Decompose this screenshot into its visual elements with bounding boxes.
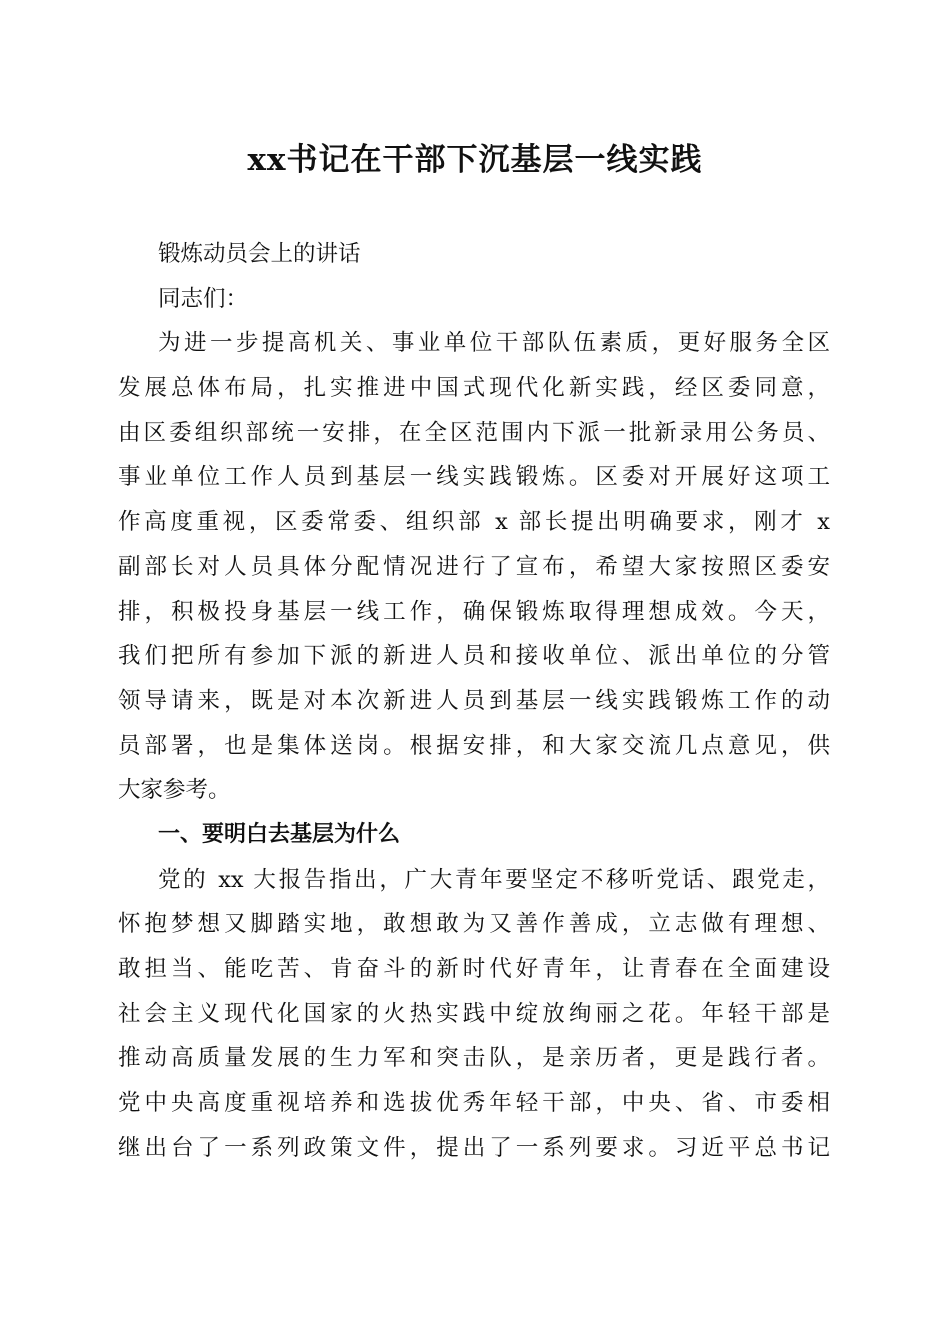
document-title: xx书记在干部下沉基层一线实践 [247, 142, 703, 178]
text-line: 作高度重视，区委常委、组织部 x 部长提出明确要求，刚才 x [118, 509, 830, 536]
text-line: 员部署，也是集体送岗。根据安排，和大家交流几点意见，供 [118, 732, 830, 759]
text-line: 领导请来，既是对本次新进人员到基层一线实践锻炼工作的动 [118, 687, 830, 714]
text-line: 党的 xx 大报告指出，广大青年要坚定不移听党话、跟党走， [158, 866, 830, 893]
text-line: 推动高质量发展的生力军和突击队，是亲历者，更是践行者。 [118, 1045, 830, 1072]
document-body [118, 232, 830, 1170]
text-line: 社会主义现代化国家的火热实践中绽放绚丽之花。年轻干部是 [118, 1000, 830, 1027]
text-line: 由区委组织部统一安排，在全区范围内下派一批新录用公务员、 [118, 419, 830, 446]
text-line: 发展总体布局，扎实推进中国式现代化新实践，经区委同意， [118, 375, 830, 402]
text-line: 敢担当、能吃苦、肯奋斗的新时代好青年，让青春在全面建设 [118, 956, 830, 982]
text-line: 副部长对人员具体分配情况进行了宣布，希望大家按照区委安 [118, 553, 830, 580]
text-line: 为进一步提高机关、事业单位干部队伍素质，更好服务全区 [158, 330, 830, 357]
text-line: 大家参考。 [118, 777, 231, 804]
subtitle-line: 锻炼动员会上的讲话 [158, 241, 361, 267]
text-line: 继出台了一系列政策文件，提出了一系列要求。习近平总书记 [118, 1134, 830, 1161]
text-line: 我们把所有参加下派的新进人员和接收单位、派出单位的分管 [118, 643, 830, 670]
text-line: 事业单位工作人员到基层一线实践锻炼。区委对开展好这项工 [118, 464, 830, 491]
paragraph-section-one [118, 858, 830, 1171]
section-heading: 一、要明白去基层为什么 [158, 821, 401, 847]
text-line: 怀抱梦想又脚踏实地，敢想敢为又善作善成，立志做有理想、 [118, 911, 830, 938]
paragraph-intro [118, 321, 830, 813]
salutation-line: 同志们： [158, 285, 249, 312]
text-line: 排，积极投身基层一线工作，确保锻炼取得理想成效。今天， [118, 598, 830, 625]
text-line: 党中央高度重视培养和选拔优秀年轻干部，中央、省、市委相 [118, 1090, 830, 1117]
